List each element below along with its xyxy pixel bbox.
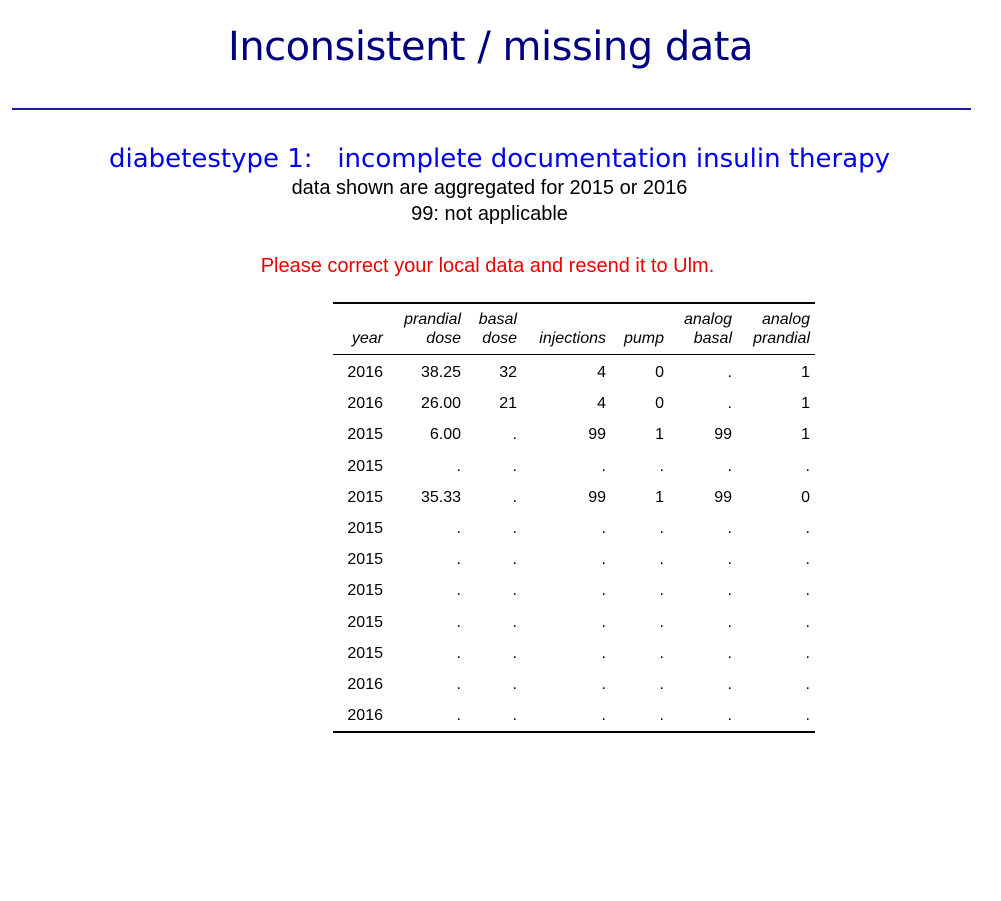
table-row [333,482,815,513]
table-row [333,451,815,482]
table-cell: . [456,457,461,475]
column-header-line1: analog [761,311,810,328]
table-cell: . [805,707,810,725]
table-cell: 21 [499,395,517,413]
table-cell: 2016 [347,364,383,382]
table-row [333,355,815,389]
column-header-line2: year [351,330,383,347]
column-header [333,304,388,355]
column-header-line1 [522,310,606,329]
column-header-line2: dose [426,330,461,347]
table-cell: 99 [588,426,606,444]
table-cell: 2015 [347,520,383,538]
table-cell: . [659,582,664,600]
table-cell: . [512,520,517,538]
insulin-therapy-table-container [333,302,815,733]
table-cell: . [512,551,517,569]
table-cell: 0 [801,488,810,506]
column-header-line1 [333,310,383,329]
table-cell: . [805,644,810,662]
table-cell: . [512,644,517,662]
title-divider [12,108,971,110]
table-cell: . [659,520,664,538]
table-cell: . [512,488,517,506]
table-body [333,355,815,732]
column-header-line1 [611,310,664,329]
table-cell: 2015 [347,644,383,662]
table-cell: . [601,582,606,600]
table-cell: . [805,457,810,475]
table-cell: 1 [801,426,810,444]
table-cell: 2016 [347,395,383,413]
table-row [333,419,815,450]
table-cell: . [659,457,664,475]
column-header [737,304,815,355]
section-heading: diabetestype 1: incomplete documentation insulin therapy [108,144,891,174]
table-cell: . [659,551,664,569]
table-row [333,575,815,606]
table-cell: . [805,520,810,538]
table-cell: . [659,707,664,725]
table-cell: 99 [588,488,606,506]
column-header-line2: injections [539,330,606,347]
table-cell: . [456,520,461,538]
table-cell: . [601,551,606,569]
table-cell: . [601,520,606,538]
table-cell: . [727,395,732,413]
table-cell: . [512,707,517,725]
table-cell: 0 [655,364,664,382]
column-header-line2: pump [623,330,664,347]
table-row [333,669,815,700]
column-header [388,304,466,355]
table-cell: 2015 [347,551,383,569]
table-cell: . [727,520,732,538]
table-cell: . [512,613,517,631]
table-cell: 2015 [347,582,383,600]
table-cell: . [727,707,732,725]
column-header-line2: dose [482,330,517,347]
column-header [466,304,522,355]
table-cell: 26.00 [420,395,461,413]
table-cell: 2016 [347,675,383,693]
table-cell: 2015 [347,457,383,475]
table-cell: 35.33 [420,488,461,506]
table-cell: . [601,613,606,631]
column-header-line2: basal [693,330,732,347]
table-cell: . [659,613,664,631]
table-cell: . [727,675,732,693]
table-cell: . [659,675,664,693]
table-cell: . [805,582,810,600]
table-row [333,544,815,575]
table-row [333,638,815,669]
table-cell: . [601,675,606,693]
page-title: Inconsistent / missing data [228,24,753,70]
table-cell: 4 [597,395,606,413]
column-header [611,304,669,355]
table-cell: 4 [597,364,606,382]
table-cell: 38.25 [420,364,461,382]
table-cell: 1 [655,426,664,444]
table-cell: . [727,613,732,631]
table-cell: . [456,582,461,600]
insulin-therapy-table [333,304,815,731]
table-cell: . [727,644,732,662]
table-cell: . [456,707,461,725]
table-cell: . [601,457,606,475]
table-cell: . [456,675,461,693]
table-cell: . [659,644,664,662]
table-cell: 99 [714,488,732,506]
table-cell: 0 [655,395,664,413]
column-header-line1: basal [478,311,517,328]
table-cell: . [727,551,732,569]
table-row [333,388,815,419]
table-cell: . [805,675,810,693]
table-cell: . [727,582,732,600]
table-cell: . [805,613,810,631]
not-applicable-note: 99: not applicable [411,203,568,225]
table-cell: . [512,457,517,475]
column-header-line1: prandial [404,311,461,328]
table-cell: . [512,675,517,693]
table-cell: 99 [714,426,732,444]
table-cell: 6.00 [429,426,461,444]
table-cell: . [512,582,517,600]
table-cell: 2016 [347,707,383,725]
table-cell: . [727,364,732,382]
table-cell: . [805,551,810,569]
table-cell: . [601,644,606,662]
aggregation-note: data shown are aggregated for 2015 or 2016 [291,177,688,199]
correction-notice: Please correct your local data and resend it to Ulm. [260,255,715,277]
table-cell: . [456,613,461,631]
table-header-row [333,304,815,355]
table-row [333,700,815,731]
table-cell: 2015 [347,426,383,444]
column-header [669,304,737,355]
table-cell: 32 [499,364,517,382]
table-cell: . [601,707,606,725]
column-header-line1: analog [683,311,732,328]
table-cell: 2015 [347,613,383,631]
table-cell: . [456,644,461,662]
table-cell: 2015 [347,488,383,506]
table-cell: 1 [801,364,810,382]
table-cell: . [456,551,461,569]
table-cell: . [512,426,517,444]
table-cell: 1 [655,488,664,506]
table-row [333,513,815,544]
column-header [522,304,611,355]
table-row [333,607,815,638]
table-cell: 1 [801,395,810,413]
table-cell: . [727,457,732,475]
column-header-line2: prandial [753,330,810,347]
